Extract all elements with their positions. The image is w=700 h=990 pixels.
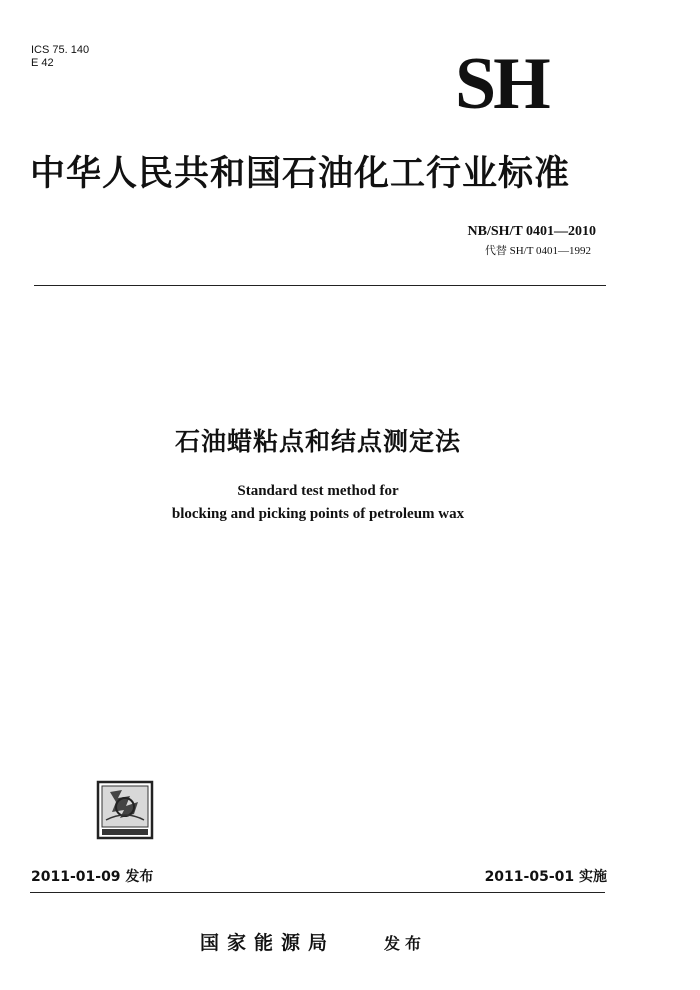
publisher-seal-icon <box>96 780 154 840</box>
document-title-chinese: 石油蜡粘点和结点测定法 <box>174 427 461 456</box>
issued-label: 发布 <box>384 934 427 953</box>
english-title-line-2: blocking and picking points of petroleum wax <box>171 506 465 522</box>
issuing-authority: 国家能源局 <box>200 932 336 954</box>
bottom-divider <box>30 892 605 893</box>
industry-standard-title: 中华人民共和国石油化工行业标准 <box>30 154 571 194</box>
standard-number: NB/SH/T 0401—2010 <box>467 224 596 239</box>
english-title-line-1: Standard test method for <box>237 483 399 499</box>
sh-logo: SH <box>455 43 548 125</box>
classification-codes <box>31 44 89 70</box>
ics-code: ICS 75. 140 <box>31 44 90 56</box>
issue-date: 2011-01-09 发布 <box>31 869 154 885</box>
ccs-code: E 42 <box>31 57 54 69</box>
top-divider <box>34 285 606 286</box>
replaces-standard: 代替 SH/T 0401—1992 <box>484 245 591 257</box>
implementation-date: 2011-05-01 实施 <box>484 869 607 885</box>
document-title-english <box>0 480 636 526</box>
